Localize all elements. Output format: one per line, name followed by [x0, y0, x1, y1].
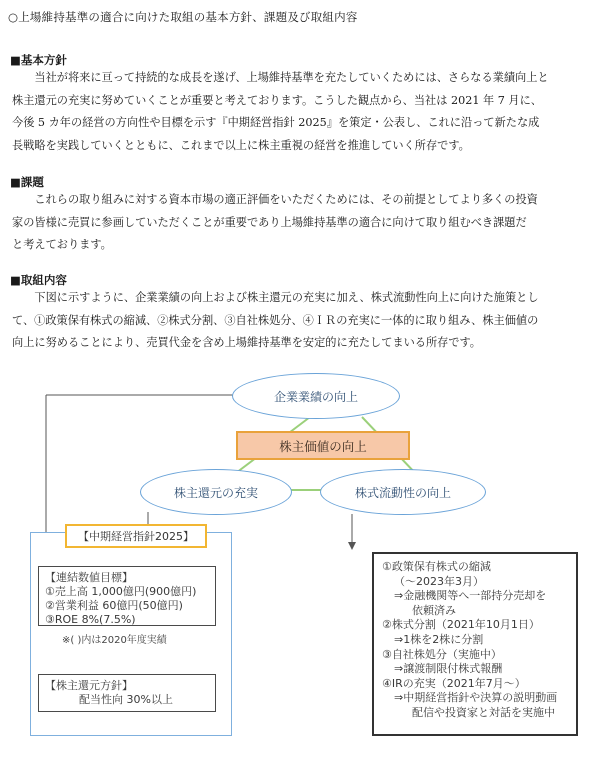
- target-item: ②営業利益 60億円(50億円): [45, 599, 183, 612]
- mid-term-plan-tag: 【中期経営指針2025】: [65, 524, 207, 548]
- paragraph-line: これらの取り組みに対する資本市場の適正評価をいただくためには、その前提としてより多くの投資: [34, 193, 538, 206]
- policy-heading: 【株主還元方針】: [45, 679, 133, 692]
- shareholder-value-box: 株主価値の向上: [236, 431, 410, 460]
- measure-line: ⇒中期経営指針や決算の説明動画: [394, 691, 558, 705]
- paragraph-line: て、①政策保有株式の縮減、②株式分割、③自社株処分、④ＩＲの充実に一体的に取り組み、株主価値の: [12, 313, 539, 327]
- measure-line: （～2023年3月）: [394, 574, 484, 588]
- paragraph-line: 長戦略を実践していくとともに、これまで以上に株主重視の経営を推進していく所存です。: [12, 138, 470, 152]
- paragraph-line: と考えております。: [12, 238, 112, 251]
- ellipse-shareholder-returns: 株主還元の充実: [140, 469, 292, 515]
- paragraph-line: 株主還元の充実に努めていくことが重要と考えております。こうした観点から、当社は 2021 年 7 月に、: [12, 93, 542, 107]
- paragraph-line: 家の皆様に売買に参画していただくことが重要であり上場維持基準の適合に向けて取り組むべき課題だ: [12, 215, 527, 229]
- section-heading-issues: ■課題: [10, 175, 44, 189]
- paragraph-line: 下図に示すように、企業業績の向上および株主還元の充実に加え、株式流動性向上に向けた施策とし: [34, 291, 539, 304]
- paragraph-line: 今後 5 カ年の経営の方向性や目標を示す『中期経営指針 2025』を策定・公表し、これに沿って新たな成: [12, 116, 540, 129]
- ellipse-stock-liquidity: 株式流動性の向上: [320, 469, 486, 515]
- measure-line: ②株式分割（2021年10月1日）: [382, 618, 540, 632]
- shareholder-return-policy-box: [38, 674, 216, 712]
- section-heading-initiatives: ■取組内容: [10, 273, 67, 287]
- measure-line: ⇒1株を2株に分割: [394, 632, 484, 646]
- measure-line: ③自社株処分（実施中）: [382, 647, 502, 661]
- section-heading-basic-policy: ■基本方針: [10, 53, 67, 67]
- measure-line: 配信や投資家と対話を実施中: [412, 705, 555, 719]
- measure-line: ⇒譲渡制限付株式報酬: [394, 662, 503, 676]
- numeric-targets-box: [38, 566, 216, 626]
- policy-text: 配当性向 30%以上: [79, 693, 173, 706]
- liquidity-measures-box: [372, 552, 578, 736]
- measure-line: ⇒金融機関等へ一部持分売却を: [394, 589, 547, 603]
- ellipse-business-performance: 企業業績の向上: [232, 373, 400, 419]
- measure-line: 依頼済み: [412, 603, 456, 617]
- paragraph-line: 当社が将来に亘って持続的な成長を遂げ、上場維持基準を充たしていくためには、さらなる業績向上と: [34, 71, 549, 84]
- page-title: ○上場維持基準の適合に向けた取組の基本方針、課題及び取組内容: [8, 10, 358, 24]
- measure-line: ④IRの充実（2021年7月～）: [382, 676, 526, 690]
- measure-line: ①政策保有株式の縮減: [382, 560, 491, 573]
- paragraph-line: 向上に努めることにより、売買代金を含め上場維持基準を安定的に充たしてまいる所存です。: [12, 336, 481, 349]
- target-item: ③ROE 8%(7.5%): [45, 613, 136, 626]
- numeric-targets-heading: 【連結数値目標】: [45, 571, 133, 584]
- targets-note: ※( )内は2020年度実績: [62, 635, 167, 646]
- target-item: ①売上高 1,000億円(900億円): [45, 585, 197, 598]
